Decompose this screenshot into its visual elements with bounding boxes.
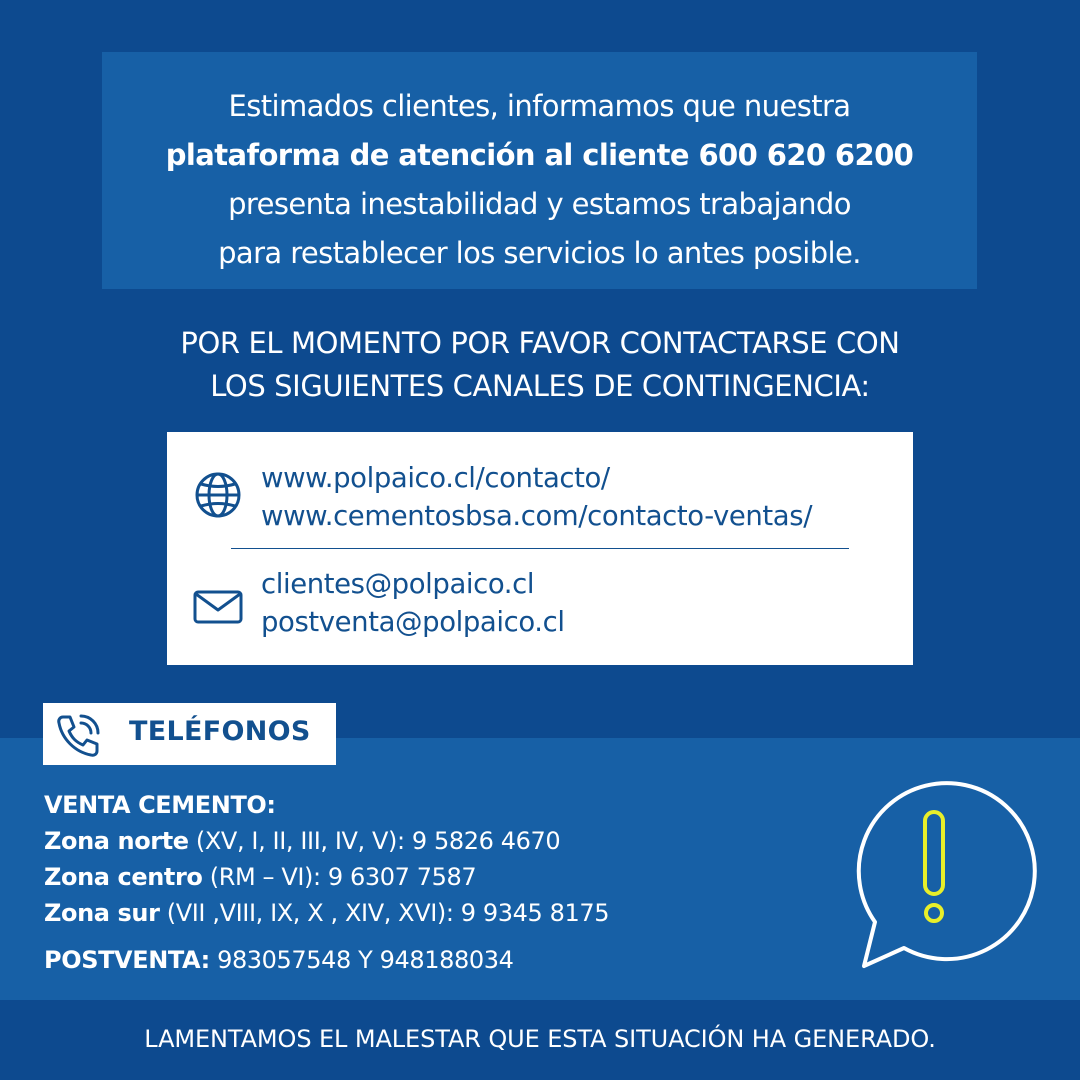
channels-heading-line-2: LOS SIGUIENTES CANALES DE CONTINGENCIA: [210,369,870,403]
notice-box [102,52,977,289]
globe-icon [193,470,243,520]
zone-centro-name: Zona centro [44,863,203,891]
zone-norte-name: Zona norte [44,827,189,855]
email-postventa[interactable]: postventa@polpaico.cl [261,606,565,638]
zone-sur-detail: (VII ,VIII, IX, X , XIV, XVI): 9 9345 8175 [159,899,610,927]
zone-norte-detail: (XV, I, II, III, IV, V): 9 5826 4670 [188,827,561,855]
footer-apology: LAMENTAMOS EL MALESTAR QUE ESTA SITUACIÓN HA GENERADO. [144,1025,936,1053]
channels-heading [0,322,1080,408]
notice-line-3: presenta inestabilidad y estamos trabajando [228,187,851,221]
phones-tab [43,703,336,765]
zone-centro [44,863,476,891]
phones-title: TELÉFONOS [129,716,311,747]
postventa-numbers: 983057548 Y 948188034 [209,946,514,974]
card-divider [231,548,849,549]
venta-label [44,791,276,819]
zone-norte [44,827,560,855]
zone-centro-detail: (RM – VI): 9 6307 7587 [202,863,477,891]
mail-icon [193,590,243,624]
venta-label-text: VENTA CEMENTO: [44,791,276,819]
zone-sur [44,899,609,927]
notice-line-4: para restablecer los servicios lo antes posible. [218,236,861,270]
channels-heading-line-1: POR EL MOMENTO POR FAVOR CONTACTARSE CON [180,326,900,360]
web-link-cementosbsa[interactable]: www.cementosbsa.com/contacto-ventas/ [261,500,813,532]
notice-line-1: Estimados clientes, informamos que nuestra [228,89,851,123]
contact-card [167,432,913,665]
web-link-polpaico[interactable]: www.polpaico.cl/contacto/ [261,462,610,494]
postventa-label: POSTVENTA: [44,946,210,974]
zone-sur-name: Zona sur [44,899,160,927]
alert-bubble-icon [842,776,1038,972]
email-clientes[interactable]: clientes@polpaico.cl [261,568,535,600]
postventa-line [44,946,513,974]
phone-icon [53,711,103,761]
notice-line-2: plataforma de atención al cliente 600 620 6200 [165,138,914,172]
